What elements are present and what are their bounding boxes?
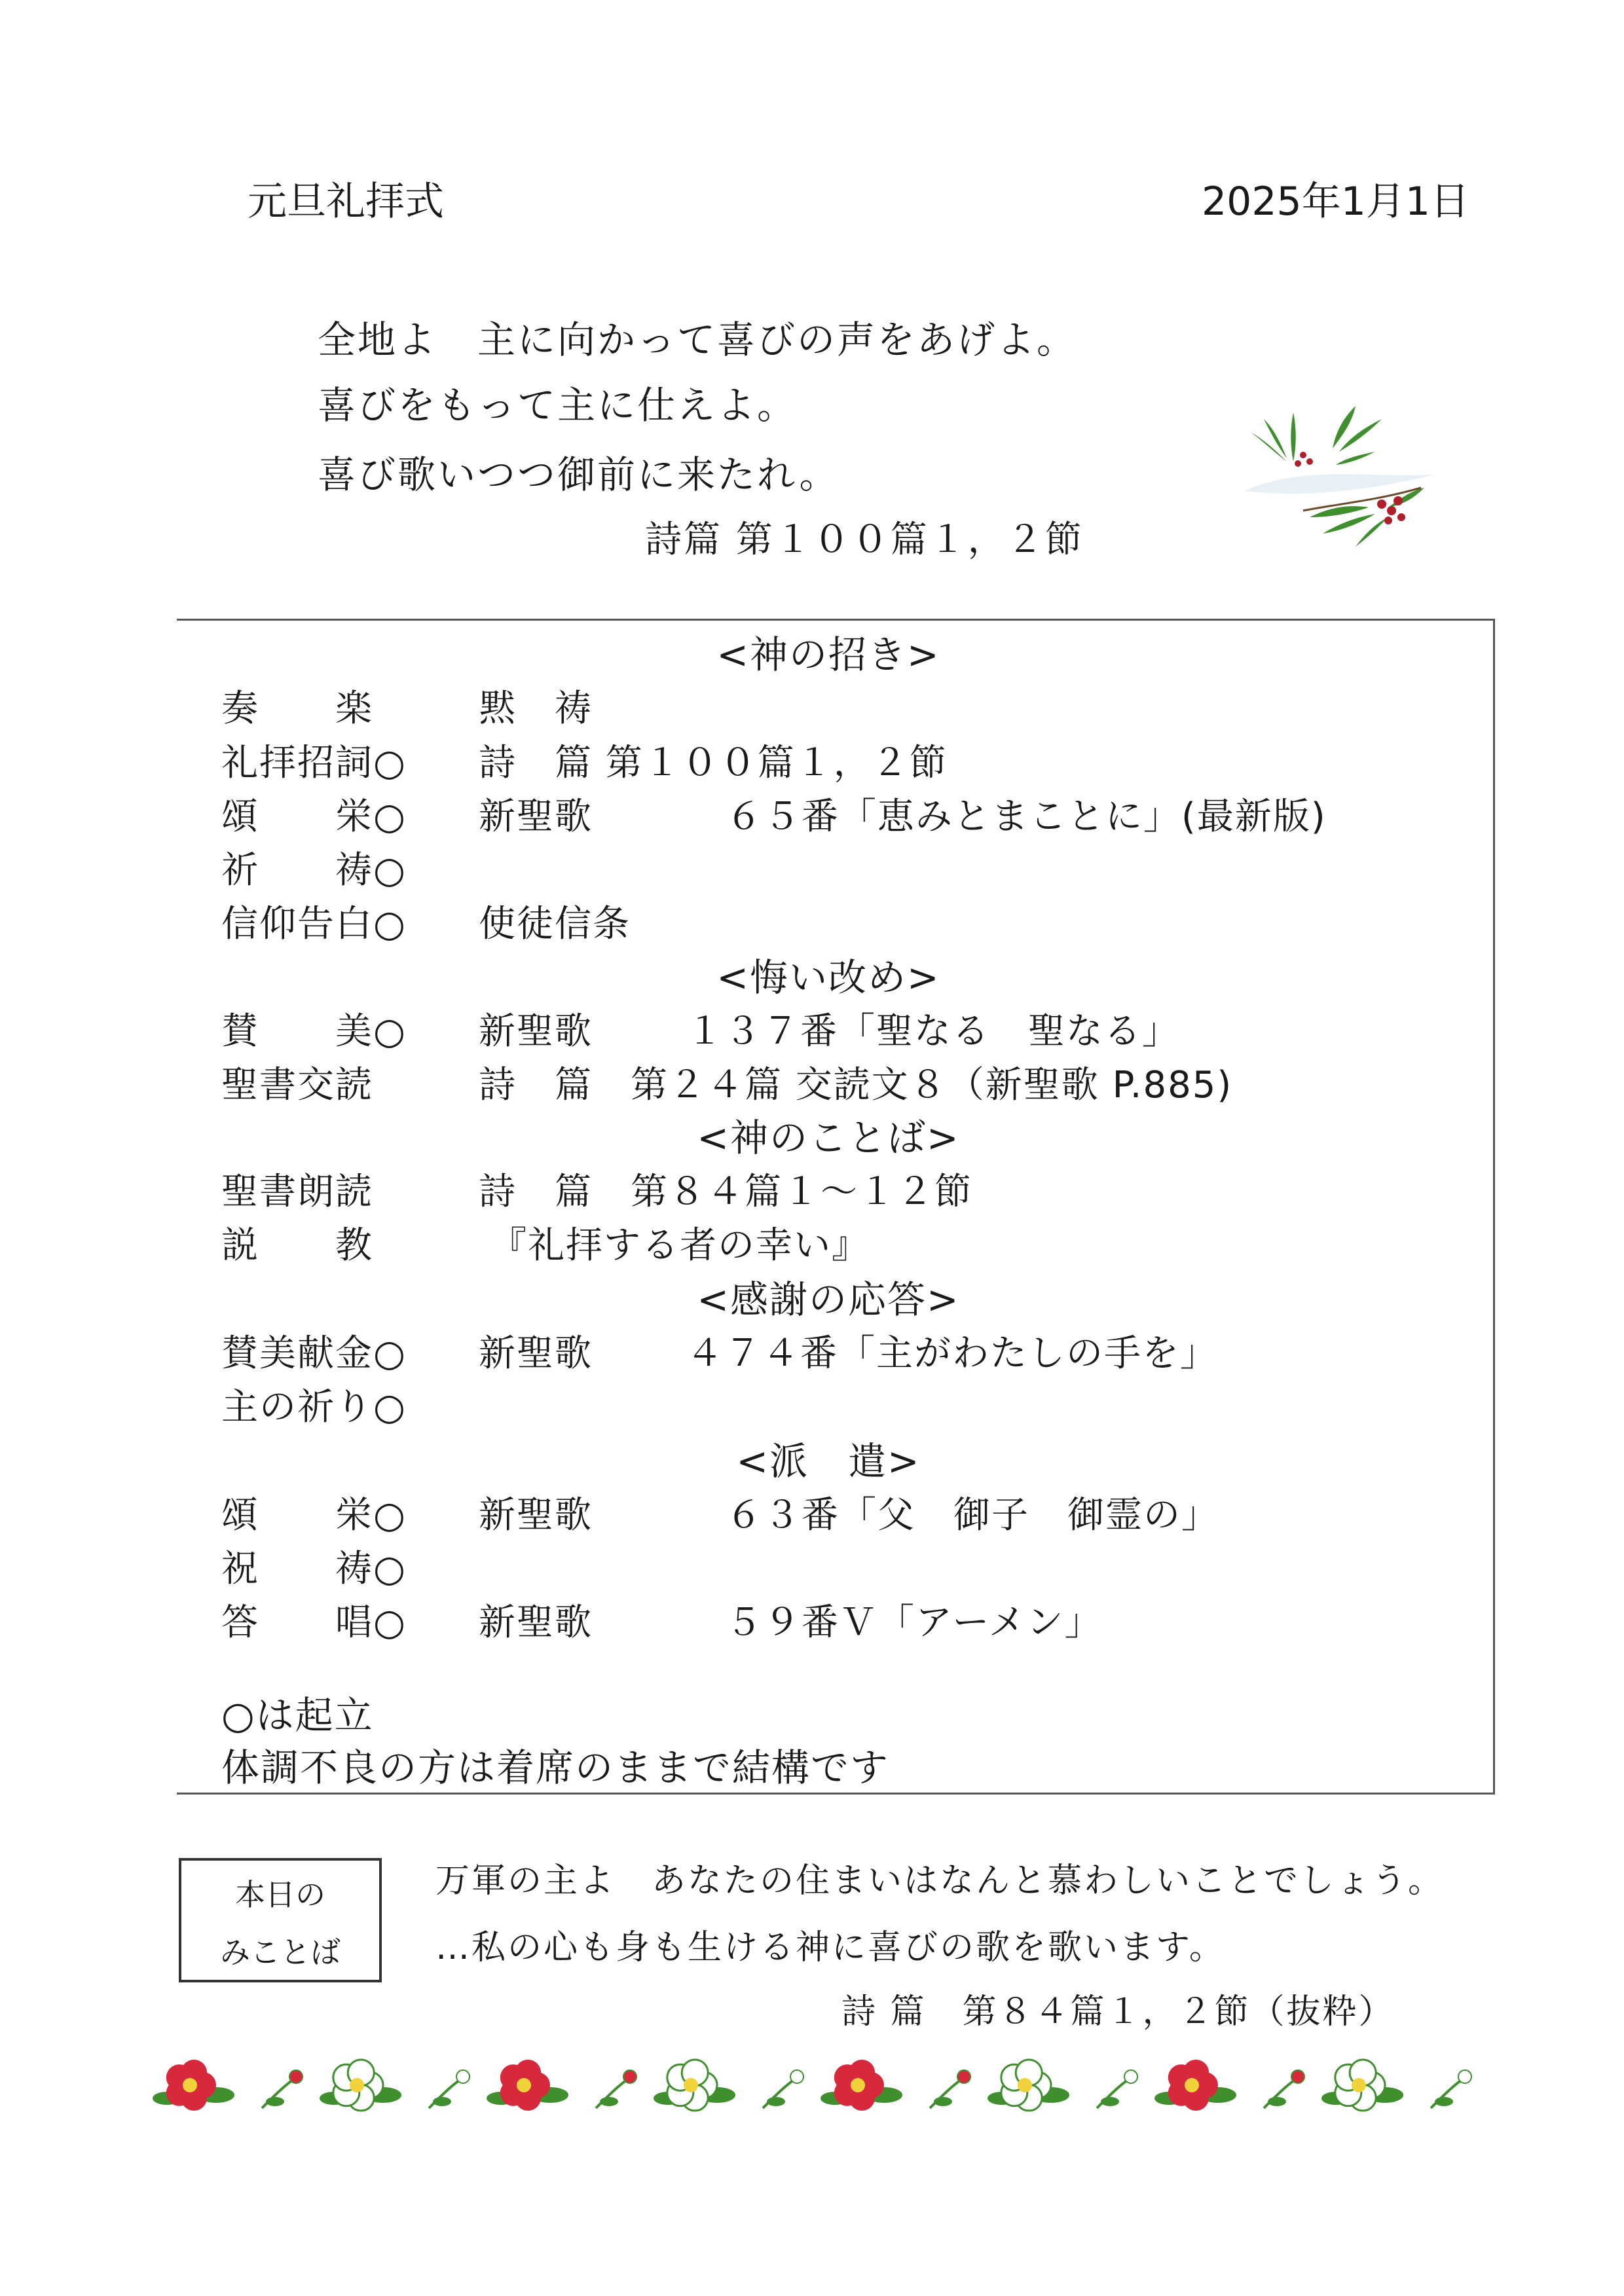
row-item: 新聖歌 bbox=[479, 795, 593, 838]
row-hymn: ６３番「父 御子 御霊の」 bbox=[726, 1494, 1219, 1537]
row-item: 詩 篇 第１００篇１，２節 bbox=[479, 742, 948, 784]
white-camellia-icon bbox=[1321, 2060, 1403, 2111]
row-label: 奏 楽 bbox=[221, 687, 373, 730]
white-camellia-icon bbox=[987, 2060, 1069, 2111]
todays-word-label bbox=[179, 1858, 382, 1982]
row-label: 賛 美○ bbox=[221, 1010, 407, 1053]
sprig-icon bbox=[596, 2070, 637, 2108]
order-of-service bbox=[177, 619, 1495, 1795]
row-label: 信仰告白○ bbox=[221, 903, 407, 945]
row-hymn: ６５番「恵みとまことに」(最新版) bbox=[726, 795, 1327, 838]
row-item: 新聖歌 bbox=[479, 1332, 593, 1375]
health-note: 体調不良の方は着席のままで結構です bbox=[221, 1745, 890, 1790]
row-hymn: ４７４番「主がわたしの手を」 bbox=[686, 1332, 1218, 1375]
sprig-icon bbox=[1264, 2070, 1304, 2108]
row-item: 新聖歌 bbox=[479, 1601, 593, 1644]
row-label: 聖書交読 bbox=[221, 1064, 373, 1106]
row-item: 新聖歌 bbox=[479, 1010, 593, 1053]
leaves-and-berries-icon bbox=[1225, 393, 1447, 556]
standing-note: ○は起立 bbox=[221, 1693, 374, 1738]
section-heading: <神のことば> bbox=[697, 1116, 960, 1160]
red-camellia-icon bbox=[821, 2060, 902, 2111]
todays-word-line: 万軍の主よ あなたの住まいはなんと慕わしいことでしょう。 bbox=[435, 1861, 1445, 1901]
todays-word-line: …私の心も身も生ける神に喜びの歌を歌います。 bbox=[435, 1928, 1225, 1967]
row-label: 主の祈り○ bbox=[221, 1386, 407, 1429]
white-camellia-icon bbox=[654, 2060, 735, 2111]
section-heading: <悔い改め> bbox=[716, 955, 940, 1000]
sprig-icon bbox=[262, 2070, 303, 2108]
opening-verse-reference: 詩篇 第１００篇１，２節 bbox=[645, 519, 1084, 561]
sprig-icon bbox=[930, 2070, 970, 2108]
opening-verse-line: 喜びをもって主に仕えよ。 bbox=[318, 383, 798, 428]
row-hymn: １３７番「聖なる 聖なる」 bbox=[686, 1010, 1180, 1053]
section-heading: <感謝の応答> bbox=[697, 1277, 960, 1322]
red-camellia-icon bbox=[1154, 2060, 1236, 2111]
row-item: 詩 篇 第２４篇 交読文８（新聖歌 P.885) bbox=[479, 1064, 1233, 1106]
todays-word-reference: 詩 篇 第８４篇１，２節（抜粋） bbox=[841, 1992, 1395, 2032]
sprig-icon bbox=[429, 2070, 470, 2108]
row-label: 聖書朗読 bbox=[221, 1171, 373, 1213]
row-label: 祝 祷○ bbox=[221, 1548, 407, 1590]
todays-word-label-line: 本日の bbox=[235, 1877, 325, 1912]
sprig-icon bbox=[1431, 2070, 1471, 2108]
service-date: 2025年1月1日 bbox=[1202, 179, 1470, 225]
row-hymn: ５９番Ｖ「アーメン」 bbox=[726, 1601, 1103, 1644]
row-label: 説 教 bbox=[221, 1224, 373, 1267]
row-label: 頌 栄○ bbox=[221, 1494, 407, 1537]
red-camellia-icon bbox=[153, 2060, 234, 2111]
row-item: 使徒信条 bbox=[479, 903, 631, 945]
sprig-icon bbox=[763, 2070, 803, 2108]
todays-word-label-line: みことば bbox=[220, 1935, 341, 1970]
sprig-icon bbox=[1097, 2070, 1137, 2108]
red-camellia-icon bbox=[487, 2060, 568, 2111]
opening-verse-line: 全地よ 主に向かって喜びの声をあげよ。 bbox=[318, 318, 1077, 362]
section-heading: <神の招き> bbox=[716, 632, 940, 677]
row-item: 黙 祷 bbox=[479, 687, 593, 730]
row-label: 頌 栄○ bbox=[221, 795, 407, 838]
white-camellia-icon bbox=[320, 2060, 401, 2111]
row-item: 詩 篇 第８４篇１～１２節 bbox=[479, 1171, 972, 1213]
camellia-border-icon bbox=[151, 2049, 1500, 2128]
row-label: 礼拝招詞○ bbox=[221, 742, 407, 784]
sermon-title: 『礼拝する者の幸い』 bbox=[490, 1224, 870, 1267]
service-title: 元旦礼拝式 bbox=[248, 179, 444, 225]
section-heading: <派 遣> bbox=[736, 1439, 921, 1484]
row-label: 祈 祷○ bbox=[221, 849, 407, 892]
row-item: 新聖歌 bbox=[479, 1494, 593, 1537]
row-label: 答 唱○ bbox=[221, 1601, 407, 1644]
row-label: 賛美献金○ bbox=[221, 1332, 407, 1375]
opening-verse-line: 喜び歌いつつ御前に来たれ。 bbox=[318, 452, 840, 497]
